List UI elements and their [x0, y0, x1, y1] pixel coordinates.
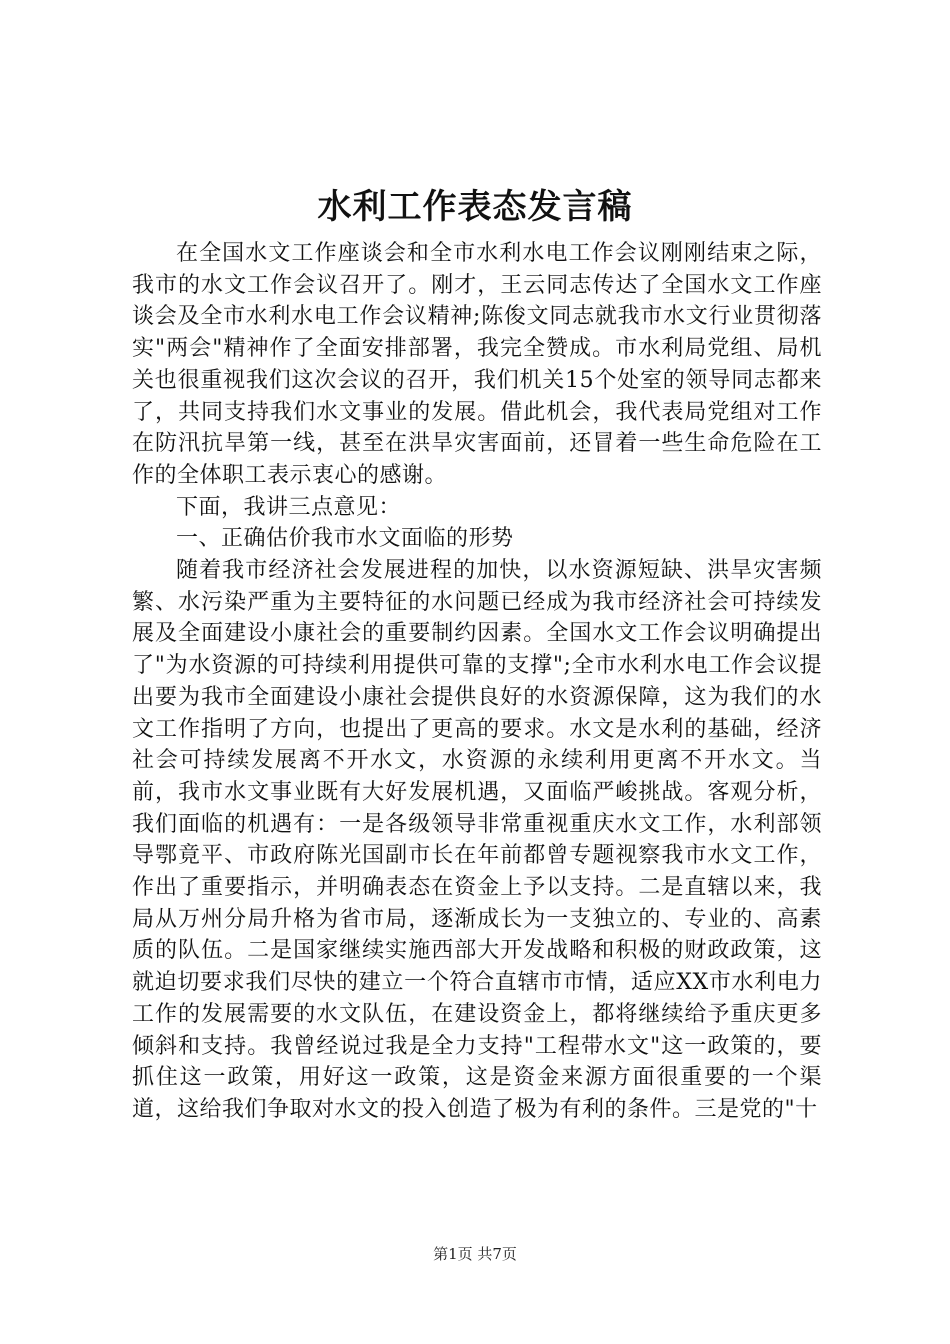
paragraph-transition: 下面，我讲三点意见： — [176, 494, 402, 520]
document-title: 水利工作表态发言稿 — [317, 187, 633, 227]
page-number-footer: 第1页 共7页 — [433, 1245, 517, 1263]
paragraph-intro: 在全国水文工作座谈会和全市水利水电工作会议刚刚结束之际，我市的水文工作会议召开了。刚才，王云同志传达了全国水文工作座谈会及全市水利水电工作会议精神;陈俊文同志就我市水文行业贯彻落实"两会"精神作了全面安排部署，我完全赞成。市水利局党组、局机关也很重视我们这次会议的召开，我们机关15个处室的领导同志都来了，共同支持我们水文事业的发展。借此机会，我代表局党组对工作在防汛抗旱第一线，甚至在洪旱灾害面前，还冒着一些生命危险在工作的全体职工表示衷心的感谢。 — [132, 241, 822, 488]
section-heading-1: 一、正确估价我市水文面临的形势 — [176, 526, 514, 552]
document-body — [132, 238, 822, 1126]
paragraph-situation: 随着我市经济社会发展进程的加快，以水资源短缺、洪旱灾害频繁、水污染严重为主要特征的水问题已经成为我市经济社会可持续发展及全面建设小康社会的重要制约因素。全国水文工作会议明确提出了"为水资源的可持续利用提供可靠的支撑";全市水利水电工作会议提出要为我市全面建设小康社会提供良好的水资源保障，这为我们的水文工作指明了方向，也提出了更高的要求。水文是水利的基础，经济社会可持续发展离不开水文，水资源的永续利用更离不开水文。当前，我市水文事业既有大好发展机遇，又面临严峻挑战。客观分析，我们面临的机遇有：一是各级领导非常重视重庆水文工作，水利部领导鄂竟平、市政府陈光国副市长在年前都曾专题视察我市水文工作，作出了重要指示，并明确表态在资金上予以支持。二是直辖以来，我局从万州分局升格为省市局，逐渐成长为一支独立的、专业的、高素质的队伍。二是国家继续实施西部大开发战略和积极的财政政策，这就迫切要求我们尽快的建立一个符合直辖市市情，适应XX市水利电力工作的发展需要的水文队伍，在建设资金上，都将继续给予重庆更多倾斜和支持。我曾经说过我是全力支持"工程带水文"这一政策的，要抓住这一政策，用好这一政策，这是资金来源方面很重要的一个渠道，这给我们争取对水文的投入创造了极为有利的条件。三是党的"十 — [132, 558, 822, 1122]
